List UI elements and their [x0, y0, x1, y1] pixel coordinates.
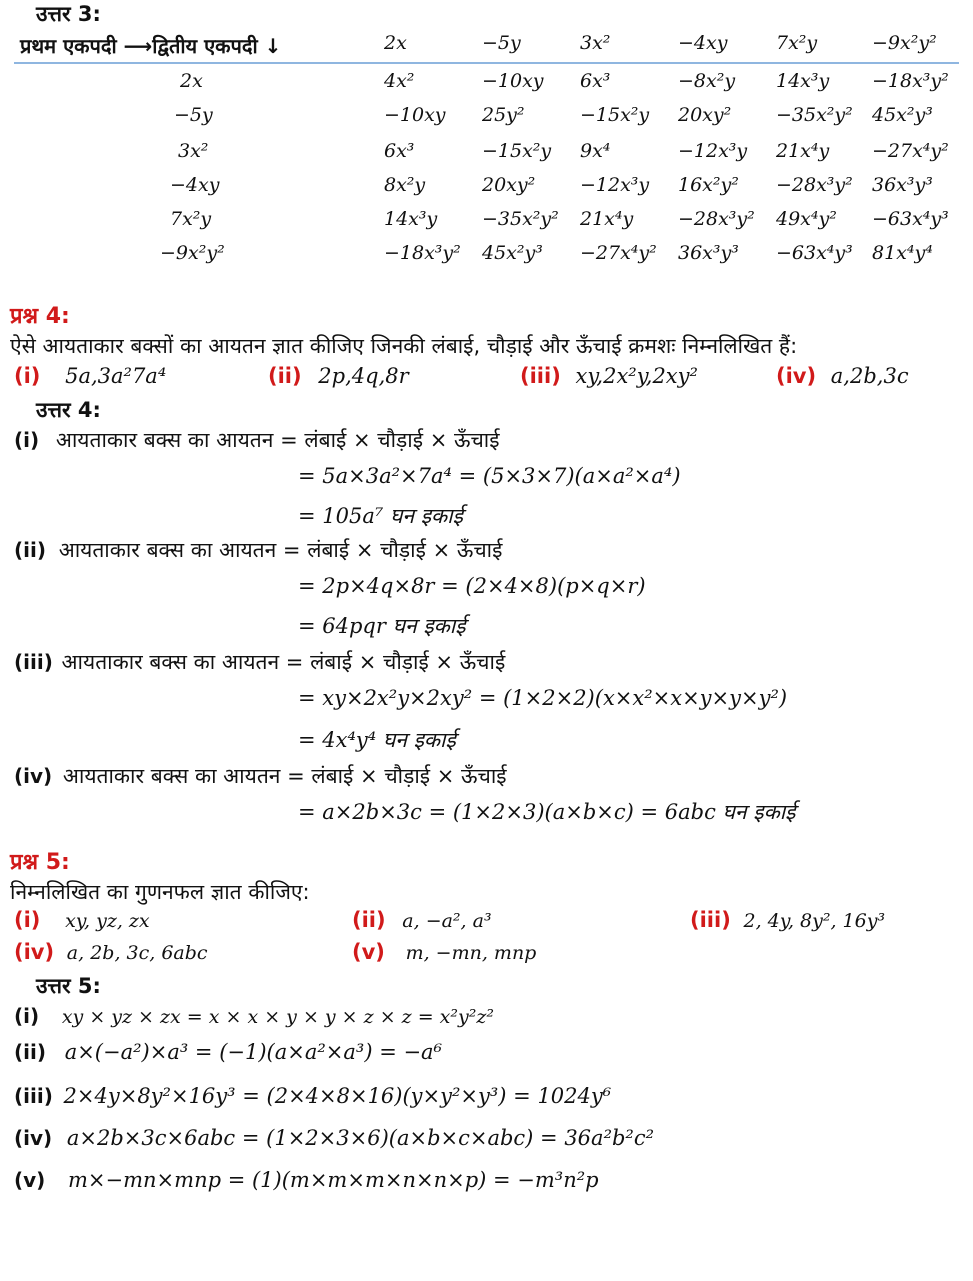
answer-5-part	[14, 1040, 442, 1064]
table-cell: −63x⁴y³	[872, 208, 949, 230]
part-expression: 2, 4y, 8y², 16y³	[743, 910, 886, 932]
part-expression: 2p,4q,8r	[318, 364, 409, 388]
table-cell: −12x³y	[678, 140, 748, 162]
part-label: (iii)	[520, 364, 561, 388]
part-label: (iv)	[14, 940, 55, 964]
part-label: (iv)	[14, 1126, 53, 1150]
calculation-line: = 5a×3a²×7a⁴ = (5×3×7)(a×a²×a⁴)	[298, 464, 681, 488]
question-4-part	[776, 364, 909, 388]
table-cell: 21x⁴y	[580, 208, 634, 230]
table-cell: −27x⁴y²	[872, 140, 949, 162]
answer-4-part	[14, 426, 500, 454]
part-label: (ii)	[352, 908, 386, 932]
part-label: (ii)	[268, 364, 302, 388]
table-cell: −63x⁴y³	[776, 242, 853, 264]
calculation-line: = xy×2x²y×2xy² = (1×2×2)(x×x²×x×y×y×y²)	[298, 686, 788, 710]
calculation-line: = a×2b×3c = (1×2×3)(a×b×c) = 6abc घन इकाई	[298, 800, 796, 824]
table-cell: 45x²y³	[872, 104, 933, 126]
table-divider	[14, 62, 959, 64]
column-header: 7x²y	[776, 32, 818, 54]
result-line: = 4x⁴y⁴ घन इकाई	[298, 728, 456, 752]
column-header: 3x²	[580, 32, 611, 54]
part-label: (iv)	[776, 364, 817, 388]
part-label: (ii)	[14, 538, 46, 562]
part-label: (iv)	[14, 764, 53, 788]
table-cell: 6x³	[384, 140, 415, 162]
part-label: (v)	[14, 1168, 46, 1192]
question-5-text: निम्नलिखित का गुणनफल ज्ञात कीजिए:	[10, 880, 310, 904]
table-cell: 9x⁴	[580, 140, 611, 162]
answer-3-heading: उत्तर 3:	[36, 2, 101, 26]
column-header: −4xy	[678, 32, 728, 54]
question-4-part	[14, 364, 166, 388]
volume-formula: आयताकार बक्स का आयतन = लंबाई × चौड़ाई × ऊँचाई	[55, 428, 500, 452]
table-cell: −18x³y²	[384, 242, 461, 264]
table-cell: −18x³y²	[872, 70, 949, 92]
question-5-part	[352, 940, 536, 964]
answer-4-heading: उत्तर 4:	[36, 398, 101, 422]
question-5-part	[14, 908, 150, 932]
answer-4-part	[14, 648, 505, 676]
row-header: −4xy	[170, 174, 220, 196]
table-cell: 6x³	[580, 70, 611, 92]
table-cell: −10xy	[384, 104, 446, 126]
table-cell: 20xy²	[678, 104, 732, 126]
question-5-heading: प्रश्न 5:	[10, 850, 70, 875]
answer-5-heading: उत्तर 5:	[36, 974, 101, 998]
calculation-line: a×(−a²)×a³ = (−1)(a×a²×a³) = −a⁶	[64, 1040, 443, 1064]
result-line: = 64pqr घन इकाई	[298, 614, 466, 638]
table-cell: −12x³y	[580, 174, 650, 196]
row-header: −5y	[174, 104, 213, 126]
part-label: (i)	[14, 428, 40, 452]
row-header: 7x²y	[170, 208, 212, 230]
part-label: (ii)	[14, 1040, 46, 1064]
answer-5-part	[14, 1168, 599, 1192]
part-expression: a,2b,3c	[830, 364, 909, 388]
column-header: −5y	[482, 32, 521, 54]
part-expression: xy, yz, zx	[65, 910, 150, 932]
table-cell: 4x²	[384, 70, 415, 92]
table-cell: 8x²y	[384, 174, 426, 196]
table-cell: 14x³y	[384, 208, 438, 230]
volume-formula: आयताकार बक्स का आयतन = लंबाई × चौड़ाई × ऊँचाई	[58, 538, 503, 562]
part-expression: xy,2x²y,2xy²	[575, 364, 698, 388]
answer-5-part	[14, 1004, 494, 1028]
table-cell: 20xy²	[482, 174, 536, 196]
result-line: = 105a⁷ घन इकाई	[298, 504, 463, 528]
table-cell: −28x³y²	[678, 208, 755, 230]
table-cell: 25y²	[482, 104, 525, 126]
calculation-line: a×2b×3c×6abc = (1×2×3×6)(a×b×c×abc) = 36a²b²c²	[66, 1126, 655, 1150]
column-header: 2x	[384, 32, 407, 54]
volume-formula: आयताकार बक्स का आयतन = लंबाई × चौड़ाई × ऊँचाई	[62, 764, 507, 788]
table-cell: −8x²y	[678, 70, 736, 92]
table-cell: −35x²y²	[776, 104, 853, 126]
calculation-line: xy × yz × zx = x × x × y × y × z × z = x²y²z²	[61, 1006, 494, 1028]
question-4-heading: प्रश्न 4:	[10, 304, 70, 329]
answer-5-part	[14, 1126, 654, 1150]
question-4-text: ऐसे आयताकार बक्सों का आयतन ज्ञात कीजिए जिनकी लंबाई, चौड़ाई और ऊँचाई क्रमशः निम्नलिखित हैं:	[10, 334, 798, 358]
row-header: 3x²	[178, 140, 209, 162]
table-cell: 14x³y	[776, 70, 830, 92]
question-5-part	[690, 908, 885, 932]
answer-5-part	[14, 1084, 611, 1108]
volume-formula: आयताकार बक्स का आयतन = लंबाई × चौड़ाई × ऊँचाई	[61, 650, 506, 674]
table-cell: 81x⁴y⁴	[872, 242, 933, 264]
part-label: (iii)	[14, 1084, 53, 1108]
part-expression: a, 2b, 3c, 6abc	[66, 942, 208, 964]
part-label: (i)	[14, 364, 41, 388]
part-label: (i)	[14, 908, 41, 932]
calculation-line: m×−mn×mnp = (1)(m×m×m×n×n×p) = −m³n²p	[68, 1168, 599, 1192]
part-label: (i)	[14, 1004, 40, 1028]
column-header: −9x²y²	[872, 32, 937, 54]
table-cell: 21x⁴y	[776, 140, 830, 162]
question-5-part	[14, 940, 208, 964]
row-header: 2x	[180, 70, 203, 92]
part-expression: 5a,3a²7a⁴	[65, 364, 167, 388]
answer-4-part	[14, 536, 502, 564]
part-label: (iii)	[690, 908, 731, 932]
table-header-label: प्रथम एकपदी ⟶द्वितीय एकपदी ↓	[20, 34, 282, 58]
table-cell: 45x²y³	[482, 242, 543, 264]
table-cell: 49x⁴y²	[776, 208, 837, 230]
part-label: (iii)	[14, 650, 53, 674]
question-5-part	[352, 908, 492, 932]
table-cell: −15x²y	[482, 140, 552, 162]
question-4-part	[268, 364, 409, 388]
table-cell: −35x²y²	[482, 208, 559, 230]
table-cell: 16x²y²	[678, 174, 739, 196]
answer-4-part	[14, 762, 507, 790]
table-cell: 36x³y³	[872, 174, 933, 196]
part-expression: a, −a², a³	[402, 910, 492, 932]
table-cell: −10xy	[482, 70, 544, 92]
question-4-part	[520, 364, 698, 388]
table-cell: 36x³y³	[678, 242, 739, 264]
table-cell: −27x⁴y²	[580, 242, 657, 264]
part-expression: m, −mn, mnp	[405, 942, 537, 964]
table-cell: −15x²y	[580, 104, 650, 126]
table-cell: −28x³y²	[776, 174, 853, 196]
calculation-line: = 2p×4q×8r = (2×4×8)(p×q×r)	[298, 574, 646, 598]
part-label: (v)	[352, 940, 385, 964]
calculation-line: 2×4y×8y²×16y³ = (2×4×8×16)(y×y²×y³) = 1024y⁶	[63, 1084, 612, 1108]
row-header: −9x²y²	[160, 242, 225, 264]
